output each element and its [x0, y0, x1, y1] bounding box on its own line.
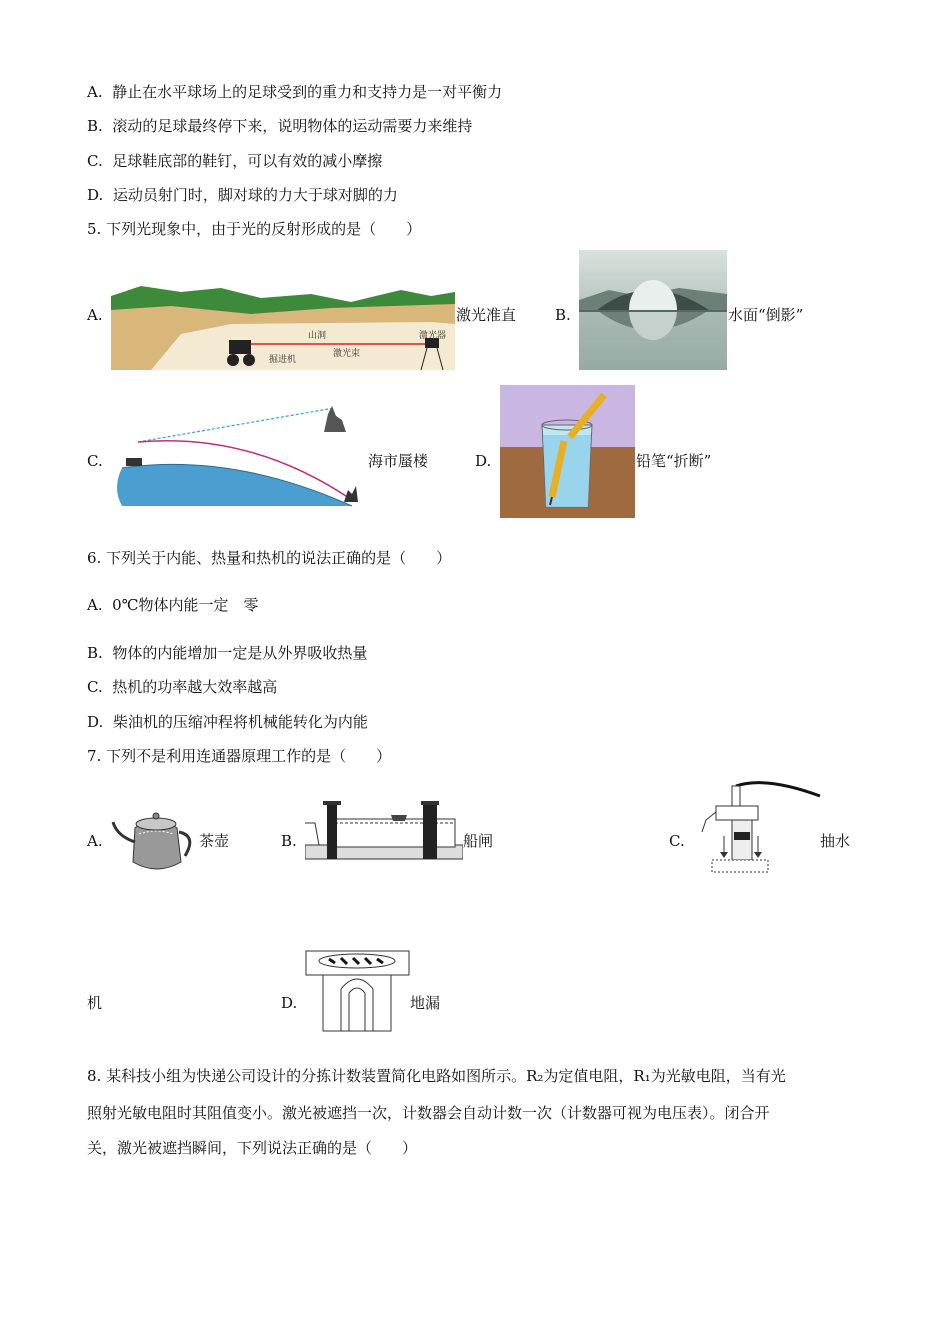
ship-lock-figure: [305, 797, 463, 867]
floor-drain-figure: [305, 949, 410, 1033]
q8-line-3: 关，激光被遮挡瞬间，下列说法正确的是（ ）: [87, 1139, 418, 1157]
q7-option-a-caption: 茶壶: [199, 832, 230, 850]
q5-option-d-letter: D.: [475, 452, 492, 470]
cave-label: 山洞: [308, 331, 327, 341]
q6-option-a: A. 0℃物体内能一定 零: [87, 596, 259, 614]
laser-device-label: 激光器: [419, 331, 447, 341]
q7-option-b-caption: 船闸: [463, 832, 494, 850]
q7-option-c-letter: C.: [669, 832, 685, 850]
q5-option-c-caption: 海市蜃楼: [368, 452, 429, 470]
machine-label: 掘进机: [269, 355, 297, 365]
q5-option-a-caption: 激光准直: [456, 306, 517, 324]
q7-option-a-letter: A.: [87, 832, 103, 850]
q6-stem: 6. 下列关于内能、热量和热机的说法正确的是（ ）: [87, 549, 452, 567]
q6-option-c: C. 热机的功率越大效率越高: [87, 678, 278, 696]
q4-option-d: D. 运动员射门时，脚对球的力大于球对脚的力: [87, 186, 398, 204]
q8-line-2: 照射光敏电阻时其阻值变小。激光被遮挡一次，计数器会自动计数一次（计数器可视为电压表）。闭合开: [87, 1104, 770, 1122]
water-pump-figure: [696, 776, 822, 876]
q7-option-c-caption: 抽水: [820, 832, 851, 850]
q7-option-b-letter: B.: [281, 832, 297, 850]
q7-option-c-caption-cont: 机: [87, 994, 103, 1012]
mirage-figure: [112, 402, 362, 514]
q4-option-c: C. 足球鞋底部的鞋钉，可以有效的减小摩擦: [87, 152, 383, 170]
q5-option-a-letter: A.: [87, 306, 103, 324]
pencil-glass-figure: [500, 385, 635, 518]
q7-option-d-caption: 地漏: [410, 994, 441, 1012]
q4-option-a: A. 静止在水平球场上的足球受到的重力和支持力是一对平衡力: [87, 83, 503, 101]
laser-alignment-figure: [111, 284, 455, 370]
q5-option-b-caption: 水面“倒影”: [728, 306, 804, 324]
q4-option-b: B. 滚动的足球最终停下来，说明物体的运动需要力来维持: [87, 117, 473, 135]
q6-option-b: B. 物体的内能增加一定是从外界吸收热量: [87, 644, 368, 662]
q7-option-d-letter: D.: [281, 994, 298, 1012]
q8-line-1: 8. 某科技小组为快递公司设计的分拣计数装置简化电路如图所示。R₂为定值电阻，R₁为光敏电阻，当有光: [87, 1067, 786, 1085]
bridge-reflection-figure: [579, 250, 727, 370]
q5-stem: 5. 下列光现象中，由于光的反射形成的是（ ）: [87, 220, 422, 238]
q5-option-d-caption: 铅笔“折断”: [636, 452, 712, 470]
laser-beam-label: 激光束: [333, 349, 361, 359]
q7-stem: 7. 下列不是利用连通器原理工作的是（ ）: [87, 747, 392, 765]
q5-option-c-letter: C.: [87, 452, 103, 470]
q6-option-d: D. 柴油机的压缩冲程将机械能转化为内能: [87, 713, 368, 731]
teapot-figure: [111, 806, 199, 876]
q5-option-b-letter: B.: [555, 306, 571, 324]
